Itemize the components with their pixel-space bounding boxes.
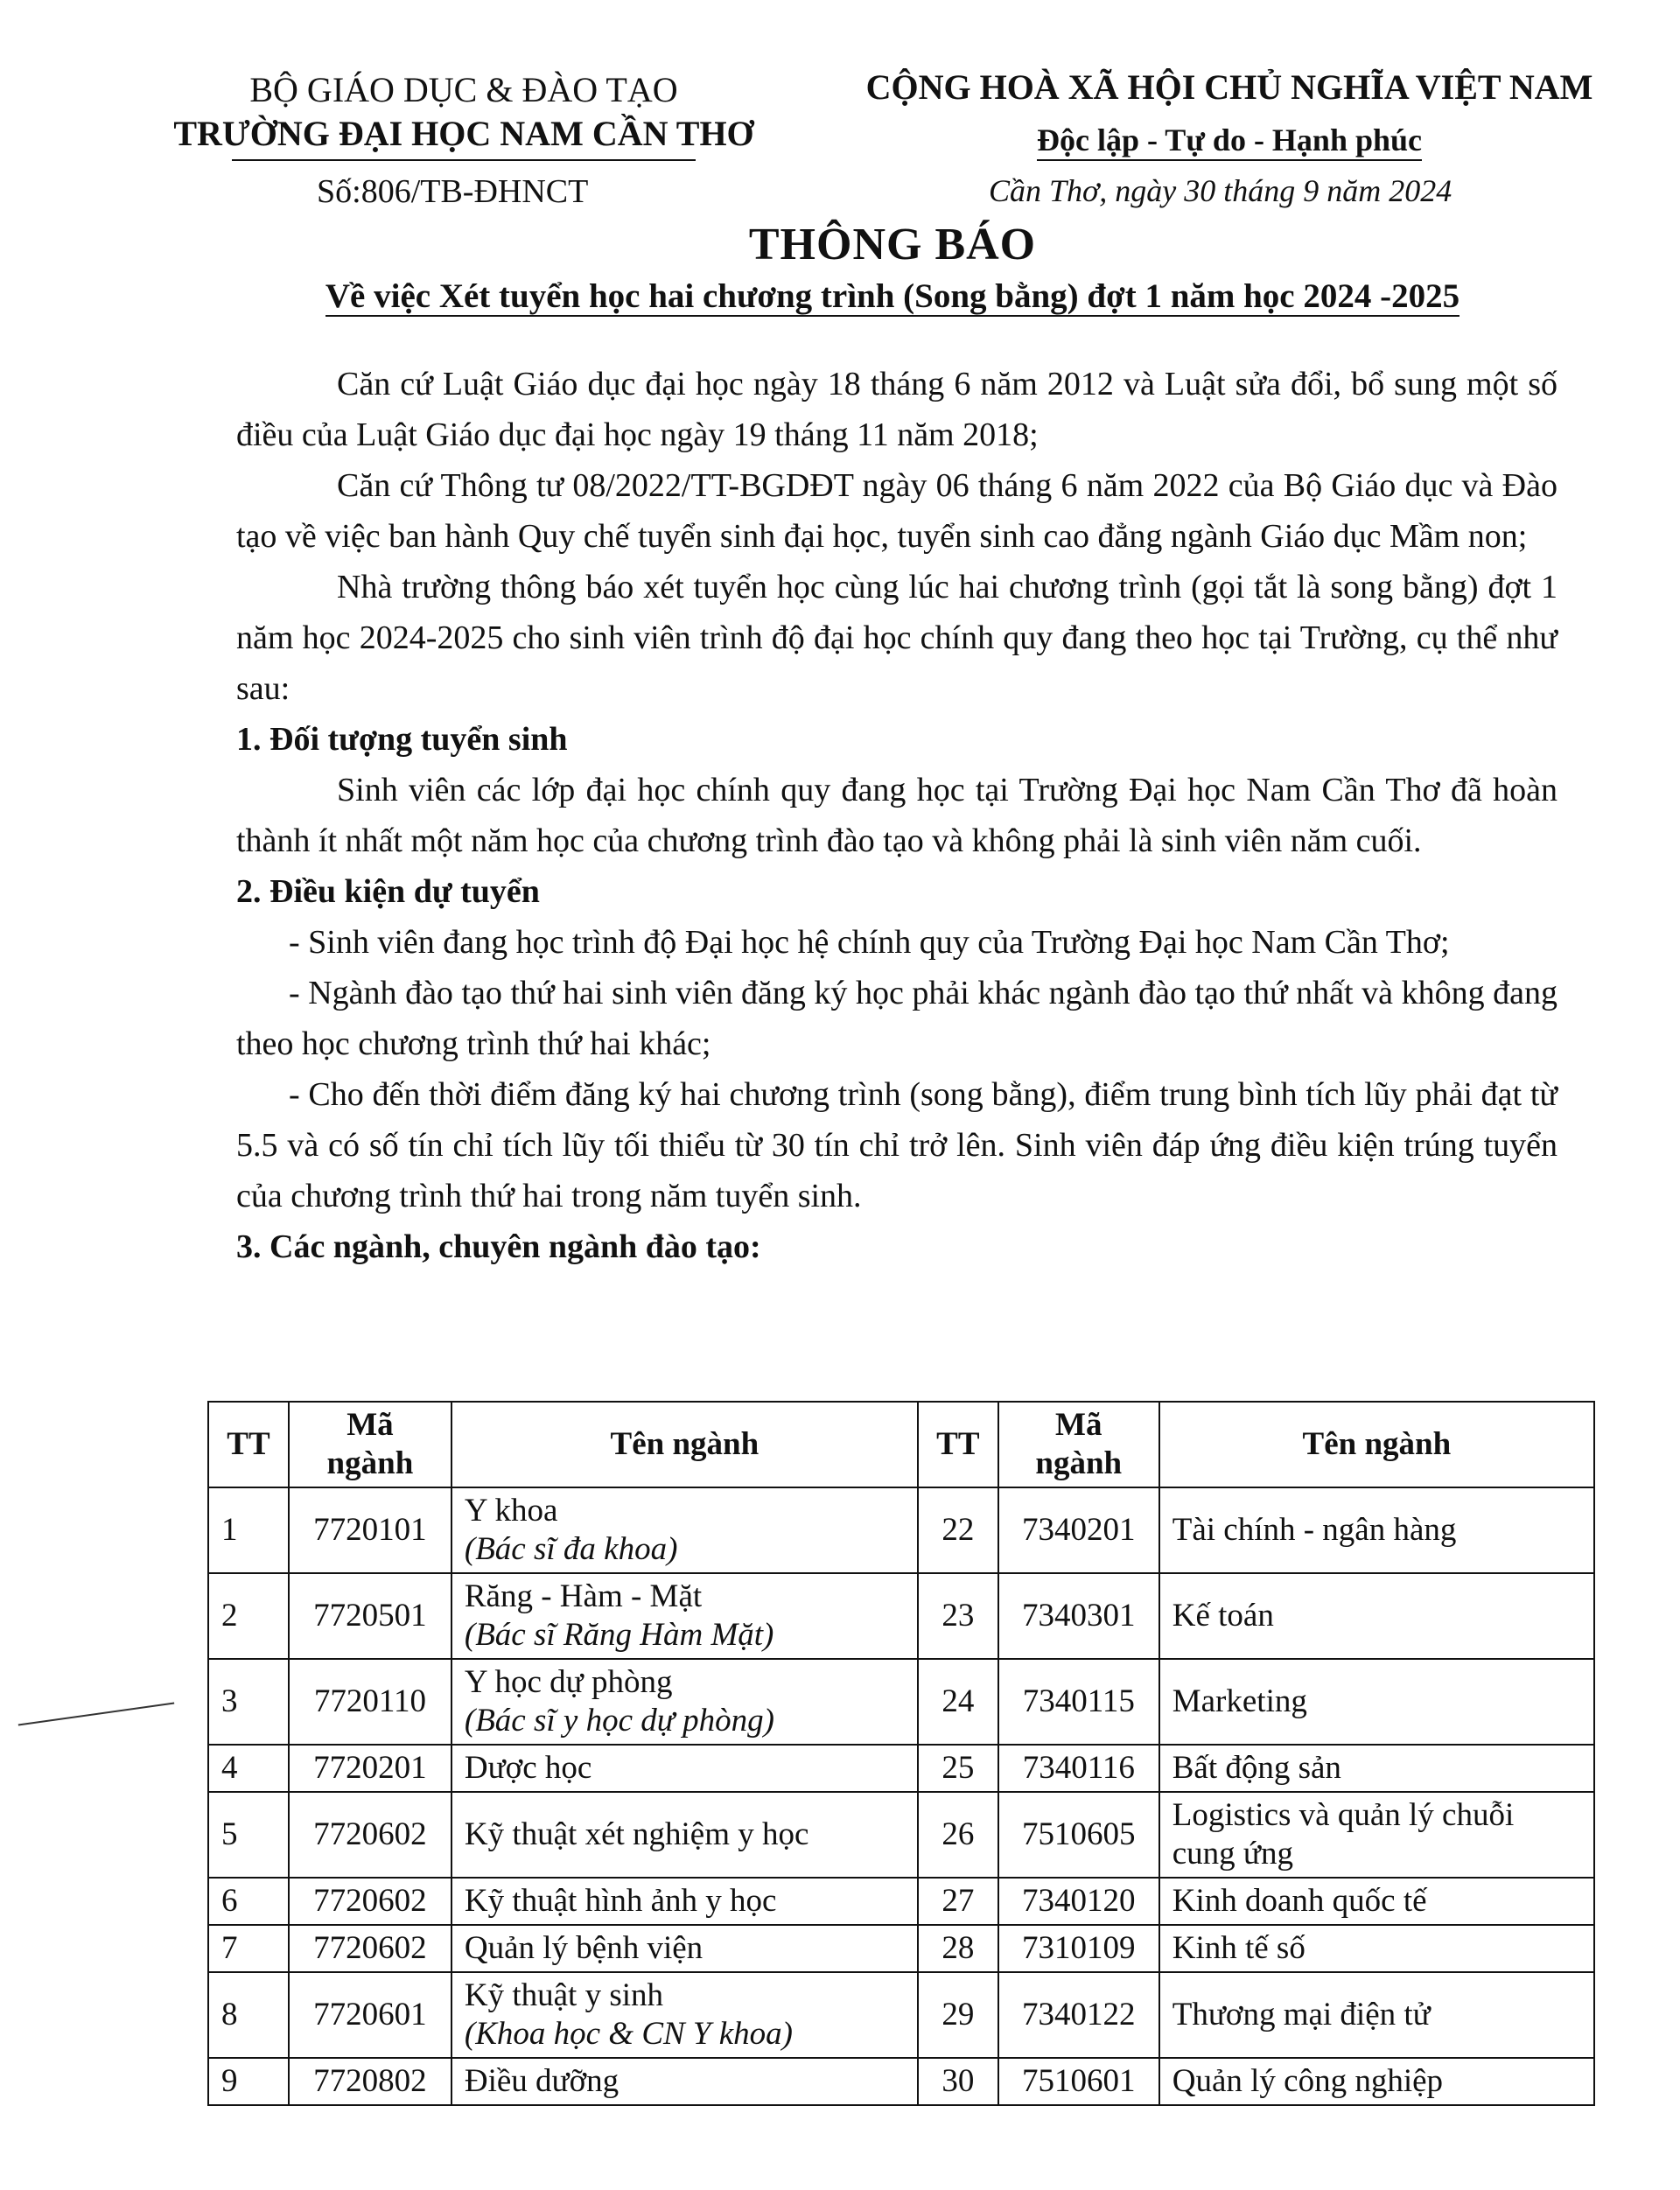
section-1-text: Sinh viên các lớp đại học chính quy đang học tại Trường Đại học Nam Cần Thơ đã hoàn thành ít nhất một năm học của chương trình đào tạo và không phải là sinh viên năm cuối.: [236, 772, 1558, 859]
table-row: [208, 1792, 1594, 1878]
header-right: [858, 61, 1601, 166]
header-name: Tên ngành: [452, 1402, 918, 1487]
row-code-2: 7340301: [998, 1573, 1159, 1659]
row-tt: 8: [208, 1972, 289, 2058]
row-code-2: 7340120: [998, 1878, 1159, 1925]
row-code: 7720601: [289, 1972, 452, 2058]
row-code: 7720110: [289, 1659, 452, 1745]
row-code-2: 7510605: [998, 1792, 1159, 1878]
row-tt: 2: [208, 1573, 289, 1659]
major-note: (Khoa học & CN Y khoa): [464, 2016, 794, 2052]
row-name: [452, 1659, 918, 1745]
section-2-title: 2. Điều kiện dự tuyển: [236, 873, 540, 910]
row-code-2: 7340201: [998, 1487, 1159, 1573]
header-rule: [232, 159, 696, 161]
row-name: [452, 1878, 918, 1925]
row-tt-2: 24: [918, 1659, 998, 1745]
row-name-2: Tài chính - ngân hàng: [1159, 1487, 1594, 1573]
table-row: [208, 1878, 1594, 1925]
row-name-2: Kinh tế số: [1159, 1925, 1594, 1972]
major-name: Kỹ thuật xét nghiệm y học: [464, 1816, 809, 1852]
document-body: [236, 359, 1558, 1272]
row-name: [452, 1972, 918, 2058]
row-tt: 7: [208, 1925, 289, 1972]
row-code: 7720501: [289, 1573, 452, 1659]
table-row: [208, 1745, 1594, 1792]
header-name-2: Tên ngành: [1159, 1402, 1594, 1487]
pen-mark: [18, 1702, 175, 1725]
row-tt-2: 28: [918, 1925, 998, 1972]
row-tt: 4: [208, 1745, 289, 1792]
document-number: Số:806/TB-ĐHNCT: [317, 173, 589, 210]
row-name: [452, 1573, 918, 1659]
major-name: Quản lý bệnh viện: [464, 1930, 704, 1966]
row-code-2: 7340115: [998, 1659, 1159, 1745]
row-code-2: 7340116: [998, 1745, 1159, 1792]
row-name-2: Bất động sản: [1159, 1745, 1594, 1792]
header-tt: TT: [208, 1402, 289, 1487]
major-name: Y khoa: [464, 1493, 558, 1529]
row-code-2: 7310109: [998, 1925, 1159, 1972]
document-title: THÔNG BÁO: [748, 220, 1037, 269]
row-code-2: 7340122: [998, 1972, 1159, 2058]
subtitle-text: Về việc Xét tuyển học hai chương trình (Song bằng) đợt 1 năm học 2024 -2025: [325, 277, 1460, 315]
row-code: 7720602: [289, 1792, 452, 1878]
section-2-bullet-1: - Sinh viên đang học trình độ Đại học hệ chính quy của Trường Đại học Nam Cần Thơ;: [289, 924, 1450, 961]
row-tt-2: 25: [918, 1745, 998, 1792]
section-2-bullet-2: - Ngành đào tạo thứ hai sinh viên đăng ký học phải khác ngành đào tạo thứ nhất và không đang theo học chương trình thứ hai khác;: [236, 975, 1558, 1062]
header-code-2: Mã ngành: [998, 1402, 1159, 1487]
row-name: [452, 1487, 918, 1573]
row-name-2: Kinh doanh quốc tế: [1159, 1878, 1594, 1925]
row-tt-2: 26: [918, 1792, 998, 1878]
paragraph-1: Căn cứ Luật Giáo dục đại học ngày 18 tháng 6 năm 2012 và Luật sửa đổi, bổ sung một số điều của Luật Giáo dục đại học ngày 19 tháng 11 năm 2018;: [236, 366, 1558, 453]
major-name: Kỹ thuật hình ảnh y học: [464, 1883, 777, 1919]
table-row: [208, 2058, 1594, 2105]
row-name-2: Quản lý công nghiệp: [1159, 2058, 1594, 2105]
paragraph-2: Căn cứ Thông tư 08/2022/TT-BGDĐT ngày 06 tháng 6 năm 2022 của Bộ Giáo dục và Đào tạo về việc ban hành Quy chế tuyển sinh đại học, tuyển sinh cao đẳng ngành Giáo dục Mầm non;: [236, 467, 1558, 555]
row-code: 7720602: [289, 1925, 452, 1972]
document-date: Cần Thơ, ngày 30 tháng 9 năm 2024: [989, 173, 1452, 208]
header-left: [158, 68, 770, 161]
row-tt: 5: [208, 1792, 289, 1878]
row-name-2: Thương mại điện tử: [1159, 1972, 1594, 2058]
row-tt: 1: [208, 1487, 289, 1573]
table-header-row: [208, 1402, 1594, 1487]
school-name: TRƯỜNG ĐẠI HỌC NAM CẦN THƠ: [173, 114, 754, 153]
table-row: [208, 1573, 1594, 1659]
major-name: Dược học: [464, 1750, 592, 1786]
table-row: [208, 1487, 1594, 1573]
table-row: [208, 1925, 1594, 1972]
section-2-bullet-3: - Cho đến thời điểm đăng ký hai chương trình (song bằng), điểm trung bình tích lũy phải đạt từ 5.5 và có số tín chỉ tích lũy tối thiểu từ 30 tín chỉ trở lên. Sinh viên đáp ứng điều kiện trúng tuyển của chương trình thứ hai trong năm tuyển sinh.: [236, 1076, 1558, 1214]
major-name: Răng - Hàm - Mặt: [464, 1578, 703, 1614]
section-1-title: 1. Đối tượng tuyển sinh: [236, 721, 568, 758]
row-name-2: Logistics và quản lý chuỗi cung ứng: [1159, 1792, 1594, 1878]
row-tt-2: 22: [918, 1487, 998, 1573]
row-tt: 3: [208, 1659, 289, 1745]
major-note: (Bác sĩ Răng Hàm Mặt): [464, 1617, 774, 1653]
row-name: [452, 1792, 918, 1878]
major-name: Kỹ thuật y sinh: [464, 1977, 664, 2013]
row-tt-2: 23: [918, 1573, 998, 1659]
ministry-name: BỘ GIÁO DỤC & ĐÀO TẠO: [249, 70, 678, 109]
table-row: [208, 1972, 1594, 2058]
row-tt-2: 29: [918, 1972, 998, 2058]
major-note: (Bác sĩ đa khoa): [464, 1531, 678, 1567]
row-code: 7720201: [289, 1745, 452, 1792]
header-code: Mã ngành: [289, 1402, 452, 1487]
row-code: 7720602: [289, 1878, 452, 1925]
row-name: [452, 1925, 918, 1972]
header-tt-2: TT: [918, 1402, 998, 1487]
row-tt: 6: [208, 1878, 289, 1925]
row-name-2: Kế toán: [1159, 1573, 1594, 1659]
country-name: CỘNG HOÀ XÃ HỘI CHỦ NGHĨA VIỆT NAM: [865, 67, 1593, 107]
table-row: [208, 1659, 1594, 1745]
row-name-2: Marketing: [1159, 1659, 1594, 1745]
majors-table: [207, 1401, 1595, 2106]
row-code-2: 7510601: [998, 2058, 1159, 2105]
row-name: [452, 1745, 918, 1792]
row-code: 7720101: [289, 1487, 452, 1573]
paragraph-3: Nhà trường thông báo xét tuyển học cùng lúc hai chương trình (gọi tắt là song bằng) đợt 1 năm học 2024-2025 cho sinh viên trình độ đại học chính quy đang theo học tại Trường, cụ thể như sau:: [236, 569, 1558, 707]
major-name: Y học dự phòng: [464, 1664, 673, 1700]
motto: Độc lập - Tự do - Hạnh phúc: [1037, 122, 1422, 161]
document-subtitle: [0, 276, 1680, 316]
major-note: (Bác sĩ y học dự phòng): [464, 1703, 774, 1739]
major-name: Điều dưỡng: [464, 2063, 620, 2099]
row-tt-2: 30: [918, 2058, 998, 2105]
row-name: [452, 2058, 918, 2105]
row-tt: 9: [208, 2058, 289, 2105]
row-code: 7720802: [289, 2058, 452, 2105]
section-3-title: 3. Các ngành, chuyên ngành đào tạo:: [236, 1228, 761, 1265]
row-tt-2: 27: [918, 1878, 998, 1925]
